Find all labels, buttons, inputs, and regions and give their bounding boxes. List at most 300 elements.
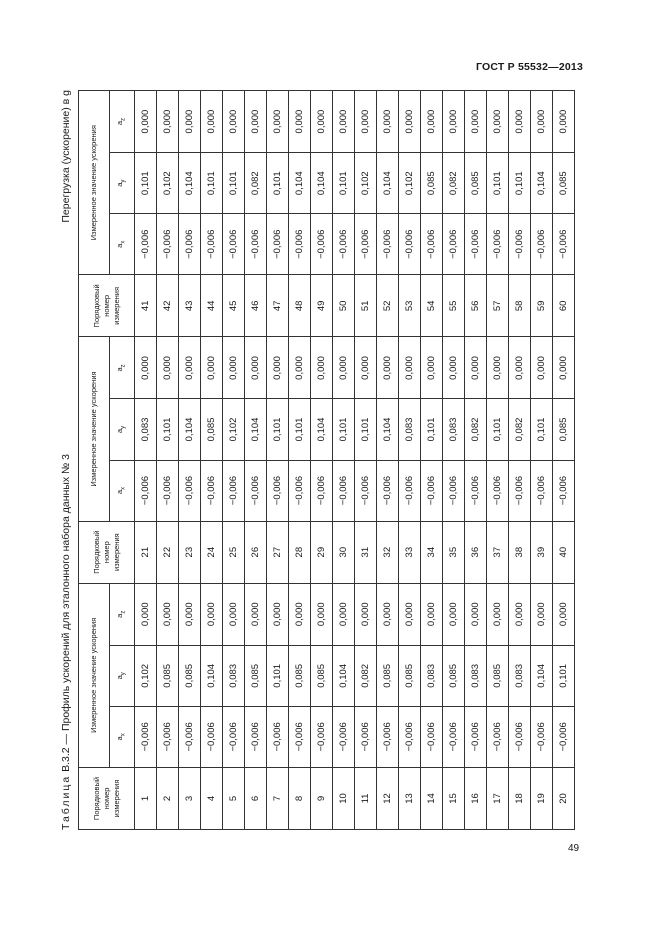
table-title-prefix: Таблица: [60, 774, 72, 830]
acceleration-value-cell: −0,006: [289, 460, 311, 521]
acceleration-value-cell: −0,006: [245, 706, 267, 767]
table-row: [135, 91, 157, 830]
column-header-ax: [110, 706, 135, 767]
acceleration-value-cell: 0,000: [333, 91, 355, 153]
axis-letter: a: [115, 489, 125, 495]
measurement-index-cell: 23: [179, 521, 201, 583]
acceleration-value-cell: −0,006: [245, 460, 267, 521]
acceleration-value-cell: 0,000: [333, 583, 355, 645]
acceleration-value-cell: −0,006: [201, 706, 223, 767]
acceleration-value-cell: 0,101: [421, 399, 443, 460]
column-header-measured: Измеренное значение ускорения: [79, 337, 110, 521]
measurement-index-cell: 18: [509, 767, 531, 829]
acceleration-value-cell: 0,000: [509, 583, 531, 645]
table-row: [421, 91, 443, 830]
measurement-index-cell: 17: [487, 767, 509, 829]
acceleration-value-cell: 0,104: [531, 645, 553, 706]
acceleration-value-cell: 0,085: [377, 645, 399, 706]
acceleration-value-cell: 0,104: [311, 399, 333, 460]
acceleration-value-cell: 0,085: [289, 645, 311, 706]
measurement-index-cell: 4: [201, 767, 223, 829]
acceleration-value-cell: 0,000: [311, 583, 333, 645]
acceleration-value-cell: 0,101: [267, 153, 289, 214]
header-row-axes: [110, 91, 135, 830]
axis-subscript: y: [120, 672, 127, 676]
acceleration-value-cell: 0,083: [223, 645, 245, 706]
acceleration-value-cell: −0,006: [157, 214, 179, 275]
acceleration-value-cell: 0,000: [509, 337, 531, 399]
acceleration-value-cell: 0,000: [135, 91, 157, 153]
axis-subscript: y: [120, 179, 127, 183]
acceleration-value-cell: −0,006: [311, 214, 333, 275]
measurement-index-cell: 33: [399, 521, 421, 583]
acceleration-value-cell: 0,000: [267, 337, 289, 399]
acceleration-value-cell: 0,000: [355, 337, 377, 399]
acceleration-value-cell: −0,006: [443, 460, 465, 521]
document-header: ГОСТ Р 55532—2013: [475, 61, 583, 73]
measurement-index-cell: 48: [289, 275, 311, 337]
table-row: [245, 91, 267, 830]
column-header-az: [110, 91, 135, 153]
acceleration-value-cell: 0,083: [509, 645, 531, 706]
measurement-index-cell: 43: [179, 275, 201, 337]
acceleration-value-cell: 0,082: [443, 153, 465, 214]
acceleration-value-cell: 0,104: [245, 399, 267, 460]
acceleration-value-cell: 0,000: [311, 337, 333, 399]
acceleration-value-cell: 0,000: [135, 337, 157, 399]
acceleration-value-cell: 0,000: [553, 91, 575, 153]
units-label: Перегрузка (ускорение) в g: [60, 90, 72, 223]
acceleration-value-cell: 0,000: [377, 337, 399, 399]
acceleration-value-cell: 0,000: [267, 583, 289, 645]
axis-subscript: z: [120, 117, 127, 121]
acceleration-value-cell: 0,083: [135, 399, 157, 460]
measurement-index-cell: 50: [333, 275, 355, 337]
measurement-index-cell: 34: [421, 521, 443, 583]
acceleration-value-cell: 0,085: [157, 645, 179, 706]
acceleration-value-cell: −0,006: [267, 214, 289, 275]
table-row: [487, 91, 509, 830]
acceleration-value-cell: 0,000: [267, 91, 289, 153]
acceleration-value-cell: 0,000: [179, 91, 201, 153]
acceleration-value-cell: −0,006: [135, 214, 157, 275]
measurement-index-cell: 58: [509, 275, 531, 337]
acceleration-value-cell: 0,000: [465, 337, 487, 399]
column-header-measured: Измеренное значение ускорения: [79, 91, 110, 275]
acceleration-value-cell: 0,101: [553, 645, 575, 706]
acceleration-value-cell: 0,000: [443, 337, 465, 399]
axis-letter: a: [115, 367, 125, 372]
acceleration-value-cell: 0,000: [531, 337, 553, 399]
measurement-index-cell: 31: [355, 521, 377, 583]
acceleration-value-cell: 0,000: [179, 337, 201, 399]
measurement-index-cell: 19: [531, 767, 553, 829]
table-row: [377, 91, 399, 830]
measurement-index-cell: 12: [377, 767, 399, 829]
acceleration-value-cell: −0,006: [531, 706, 553, 767]
measurement-index-cell: 29: [311, 521, 333, 583]
acceleration-value-cell: −0,006: [135, 460, 157, 521]
table-row: [531, 91, 553, 830]
acceleration-value-cell: 0,104: [531, 153, 553, 214]
acceleration-value-cell: −0,006: [333, 460, 355, 521]
acceleration-value-cell: −0,006: [289, 706, 311, 767]
acceleration-value-cell: −0,006: [157, 460, 179, 521]
acceleration-value-cell: 0,101: [135, 153, 157, 214]
measurement-index-cell: 36: [465, 521, 487, 583]
acceleration-value-cell: −0,006: [377, 460, 399, 521]
acceleration-value-cell: −0,006: [333, 214, 355, 275]
table-row: [333, 91, 355, 830]
measurement-index-cell: 1: [135, 767, 157, 829]
measurement-index-cell: 15: [443, 767, 465, 829]
acceleration-value-cell: 0,104: [201, 645, 223, 706]
axis-subscript: y: [120, 425, 127, 429]
acceleration-value-cell: 0,102: [135, 645, 157, 706]
acceleration-value-cell: 0,085: [201, 399, 223, 460]
acceleration-value-cell: −0,006: [443, 214, 465, 275]
acceleration-value-cell: 0,101: [267, 399, 289, 460]
acceleration-value-cell: 0,104: [333, 645, 355, 706]
acceleration-value-cell: 0,000: [399, 91, 421, 153]
axis-letter: a: [115, 243, 125, 248]
measurement-index-cell: 10: [333, 767, 355, 829]
acceleration-value-cell: −0,006: [245, 214, 267, 275]
measurement-index-cell: 51: [355, 275, 377, 337]
acceleration-value-cell: 0,101: [223, 153, 245, 214]
acceleration-value-cell: 0,000: [443, 91, 465, 153]
acceleration-value-cell: 0,000: [245, 337, 267, 399]
acceleration-value-cell: 0,082: [355, 645, 377, 706]
acceleration-value-cell: 0,101: [487, 153, 509, 214]
table-row: [267, 91, 289, 830]
measurement-index-cell: 56: [465, 275, 487, 337]
acceleration-value-cell: −0,006: [377, 214, 399, 275]
table-title-text: В.3.2 — Профиль ускорений для эталонного набора данных № 3: [60, 453, 72, 775]
acceleration-value-cell: 0,000: [157, 583, 179, 645]
measurement-index-cell: 21: [135, 521, 157, 583]
measurement-index-cell: 11: [355, 767, 377, 829]
table-row: [355, 91, 377, 830]
acceleration-value-cell: 0,085: [553, 153, 575, 214]
acceleration-value-cell: −0,006: [509, 706, 531, 767]
measurement-index-cell: 35: [443, 521, 465, 583]
acceleration-value-cell: −0,006: [377, 706, 399, 767]
measurement-index-cell: 52: [377, 275, 399, 337]
acceleration-value-cell: 0,000: [179, 583, 201, 645]
acceleration-value-cell: 0,000: [531, 583, 553, 645]
acceleration-value-cell: 0,085: [553, 399, 575, 460]
table-row: [311, 91, 333, 830]
table-row: [399, 91, 421, 830]
acceleration-value-cell: 0,000: [487, 337, 509, 399]
acceleration-value-cell: 0,000: [157, 337, 179, 399]
measurement-index-cell: 41: [135, 275, 157, 337]
acceleration-value-cell: 0,082: [245, 153, 267, 214]
acceleration-value-cell: 0,104: [179, 399, 201, 460]
measurement-index-cell: 37: [487, 521, 509, 583]
measurement-index-cell: 16: [465, 767, 487, 829]
measurement-index-cell: 40: [553, 521, 575, 583]
axis-subscript: x: [120, 240, 127, 244]
acceleration-value-cell: 0,000: [223, 583, 245, 645]
acceleration-value-cell: 0,000: [289, 583, 311, 645]
table-row: [201, 91, 223, 830]
table-row: [179, 91, 201, 830]
acceleration-value-cell: 0,085: [399, 645, 421, 706]
acceleration-value-cell: −0,006: [157, 706, 179, 767]
acceleration-value-cell: −0,006: [179, 214, 201, 275]
acceleration-value-cell: −0,006: [223, 460, 245, 521]
acceleration-value-cell: 0,000: [289, 91, 311, 153]
acceleration-value-cell: 0,082: [509, 399, 531, 460]
acceleration-value-cell: 0,101: [333, 153, 355, 214]
acceleration-value-cell: 0,085: [421, 153, 443, 214]
acceleration-value-cell: −0,006: [267, 460, 289, 521]
acceleration-value-cell: 0,101: [487, 399, 509, 460]
acceleration-value-cell: 0,000: [399, 337, 421, 399]
acceleration-value-cell: −0,006: [465, 706, 487, 767]
acceleration-value-cell: −0,006: [421, 214, 443, 275]
axis-letter: a: [115, 736, 125, 741]
measurement-index-cell: 24: [201, 521, 223, 583]
acceleration-value-cell: −0,006: [179, 706, 201, 767]
acceleration-value-cell: 0,101: [289, 399, 311, 460]
measurement-index-cell: 13: [399, 767, 421, 829]
measurement-index-cell: 45: [223, 275, 245, 337]
acceleration-value-cell: 0,000: [201, 583, 223, 645]
acceleration-value-cell: 0,000: [421, 337, 443, 399]
acceleration-value-cell: 0,085: [443, 645, 465, 706]
acceleration-value-cell: 0,102: [157, 153, 179, 214]
acceleration-value-cell: 0,085: [465, 153, 487, 214]
column-header-index: Порядковый номер измерения: [79, 521, 135, 583]
column-header-index: Порядковый номер измерения: [79, 767, 135, 829]
acceleration-value-cell: 0,000: [399, 583, 421, 645]
acceleration-value-cell: 0,000: [553, 337, 575, 399]
acceleration-value-cell: 0,000: [157, 91, 179, 153]
measurement-index-cell: 20: [553, 767, 575, 829]
acceleration-value-cell: 0,085: [487, 645, 509, 706]
acceleration-value-cell: −0,006: [201, 214, 223, 275]
acceleration-value-cell: −0,006: [553, 706, 575, 767]
acceleration-value-cell: −0,006: [223, 706, 245, 767]
acceleration-value-cell: 0,000: [465, 91, 487, 153]
table-row: [465, 91, 487, 830]
acceleration-value-cell: 0,000: [289, 337, 311, 399]
acceleration-value-cell: −0,006: [399, 214, 421, 275]
acceleration-value-cell: 0,000: [223, 337, 245, 399]
acceleration-value-cell: −0,006: [531, 460, 553, 521]
axis-subscript: x: [120, 486, 127, 490]
column-header-ay: [110, 645, 135, 706]
measurement-index-cell: 46: [245, 275, 267, 337]
acceleration-value-cell: 0,104: [377, 399, 399, 460]
header-row-group: [79, 91, 110, 830]
table-row: [553, 91, 575, 830]
acceleration-value-cell: −0,006: [487, 460, 509, 521]
acceleration-value-cell: −0,006: [311, 706, 333, 767]
acceleration-value-cell: 0,000: [201, 337, 223, 399]
acceleration-value-cell: −0,006: [487, 706, 509, 767]
measurement-index-cell: 49: [311, 275, 333, 337]
measurement-index-cell: 54: [421, 275, 443, 337]
measurement-index-cell: 38: [509, 521, 531, 583]
table-body: [135, 91, 575, 830]
acceleration-value-cell: 0,104: [289, 153, 311, 214]
acceleration-value-cell: −0,006: [179, 460, 201, 521]
acceleration-value-cell: 0,085: [179, 645, 201, 706]
measurement-index-cell: 9: [311, 767, 333, 829]
acceleration-value-cell: −0,006: [355, 706, 377, 767]
acceleration-value-cell: 0,101: [333, 399, 355, 460]
acceleration-value-cell: 0,000: [245, 91, 267, 153]
acceleration-value-cell: 0,085: [311, 645, 333, 706]
axis-letter: a: [115, 120, 125, 126]
acceleration-value-cell: 0,101: [201, 153, 223, 214]
measurement-index-cell: 44: [201, 275, 223, 337]
acceleration-value-cell: 0,104: [377, 153, 399, 214]
acceleration-value-cell: 0,000: [509, 91, 531, 153]
acceleration-value-cell: 0,101: [267, 645, 289, 706]
acceleration-value-cell: −0,006: [553, 460, 575, 521]
axis-subscript: z: [120, 364, 127, 368]
acceleration-value-cell: 0,000: [223, 91, 245, 153]
measurement-index-cell: 6: [245, 767, 267, 829]
measurement-index-cell: 53: [399, 275, 421, 337]
acceleration-value-cell: −0,006: [289, 214, 311, 275]
acceleration-value-cell: 0,000: [245, 583, 267, 645]
measurement-index-cell: 2: [157, 767, 179, 829]
acceleration-value-cell: 0,101: [509, 153, 531, 214]
acceleration-value-cell: 0,104: [311, 153, 333, 214]
measurement-index-cell: 3: [179, 767, 201, 829]
acceleration-value-cell: −0,006: [355, 460, 377, 521]
acceleration-value-cell: 0,000: [135, 583, 157, 645]
acceleration-value-cell: 0,000: [311, 91, 333, 153]
column-header-az: [110, 337, 135, 399]
measurement-index-cell: 60: [553, 275, 575, 337]
acceleration-value-cell: −0,006: [465, 214, 487, 275]
acceleration-value-cell: 0,102: [399, 153, 421, 214]
acceleration-value-cell: −0,006: [333, 706, 355, 767]
acceleration-value-cell: 0,083: [421, 645, 443, 706]
table-row: [157, 91, 179, 830]
measurement-index-cell: 5: [223, 767, 245, 829]
acceleration-profile-table: [78, 90, 575, 830]
column-header-index: Порядковый номер измерения: [79, 275, 135, 337]
acceleration-value-cell: −0,006: [135, 706, 157, 767]
acceleration-value-cell: −0,006: [421, 706, 443, 767]
acceleration-value-cell: −0,006: [531, 214, 553, 275]
acceleration-value-cell: 0,000: [377, 583, 399, 645]
table-row: [289, 91, 311, 830]
column-header-ay: [110, 399, 135, 460]
acceleration-value-cell: 0,083: [399, 399, 421, 460]
acceleration-value-cell: 0,101: [157, 399, 179, 460]
acceleration-value-cell: −0,006: [399, 706, 421, 767]
acceleration-value-cell: 0,102: [355, 153, 377, 214]
acceleration-value-cell: −0,006: [267, 706, 289, 767]
measurement-index-cell: 8: [289, 767, 311, 829]
acceleration-value-cell: −0,006: [399, 460, 421, 521]
acceleration-value-cell: 0,000: [355, 91, 377, 153]
measurement-index-cell: 57: [487, 275, 509, 337]
acceleration-value-cell: −0,006: [355, 214, 377, 275]
measurement-index-cell: 14: [421, 767, 443, 829]
acceleration-value-cell: 0,000: [377, 91, 399, 153]
acceleration-value-cell: 0,000: [421, 91, 443, 153]
acceleration-value-cell: 0,082: [465, 399, 487, 460]
column-header-ax: [110, 460, 135, 521]
measurement-index-cell: 26: [245, 521, 267, 583]
acceleration-value-cell: 0,000: [487, 91, 509, 153]
acceleration-value-cell: −0,006: [553, 214, 575, 275]
measurement-index-cell: 42: [157, 275, 179, 337]
rotated-table-area: [60, 90, 590, 830]
measurement-index-cell: 55: [443, 275, 465, 337]
acceleration-value-cell: −0,006: [311, 460, 333, 521]
axis-letter: a: [115, 182, 125, 187]
acceleration-value-cell: −0,006: [201, 460, 223, 521]
measurement-index-cell: 39: [531, 521, 553, 583]
acceleration-value-cell: 0,083: [465, 645, 487, 706]
column-header-measured: Измеренное значение ускорения: [79, 583, 110, 767]
column-header-ay: [110, 153, 135, 214]
axis-subscript: z: [120, 610, 127, 614]
acceleration-value-cell: 0,000: [355, 583, 377, 645]
acceleration-value-cell: 0,101: [355, 399, 377, 460]
axis-letter: a: [115, 613, 125, 618]
measurement-index-cell: 27: [267, 521, 289, 583]
column-header-az: [110, 583, 135, 645]
acceleration-value-cell: 0,000: [531, 91, 553, 153]
acceleration-value-cell: −0,006: [509, 214, 531, 275]
axis-subscript: x: [120, 733, 127, 737]
measurement-index-cell: 25: [223, 521, 245, 583]
acceleration-value-cell: 0,085: [245, 645, 267, 706]
measurement-index-cell: 22: [157, 521, 179, 583]
axis-letter: a: [115, 428, 125, 434]
table-title: [60, 454, 72, 830]
measurement-index-cell: 32: [377, 521, 399, 583]
acceleration-value-cell: 0,104: [179, 153, 201, 214]
table-row: [509, 91, 531, 830]
measurement-index-cell: 7: [267, 767, 289, 829]
acceleration-value-cell: 0,083: [443, 399, 465, 460]
acceleration-value-cell: −0,006: [509, 460, 531, 521]
table-row: [443, 91, 465, 830]
table-row: [223, 91, 245, 830]
measurement-index-cell: 28: [289, 521, 311, 583]
acceleration-value-cell: 0,000: [553, 583, 575, 645]
measurement-index-cell: 59: [531, 275, 553, 337]
measurement-index-cell: 47: [267, 275, 289, 337]
acceleration-value-cell: 0,000: [443, 583, 465, 645]
acceleration-value-cell: 0,101: [531, 399, 553, 460]
acceleration-value-cell: 0,000: [465, 583, 487, 645]
column-header-ax: [110, 214, 135, 275]
acceleration-value-cell: −0,006: [487, 214, 509, 275]
acceleration-value-cell: −0,006: [443, 706, 465, 767]
axis-letter: a: [115, 675, 125, 680]
acceleration-value-cell: 0,000: [487, 583, 509, 645]
acceleration-value-cell: 0,102: [223, 399, 245, 460]
acceleration-value-cell: 0,000: [201, 91, 223, 153]
acceleration-value-cell: 0,000: [333, 337, 355, 399]
measurement-index-cell: 30: [333, 521, 355, 583]
page-number: 49: [568, 843, 580, 854]
